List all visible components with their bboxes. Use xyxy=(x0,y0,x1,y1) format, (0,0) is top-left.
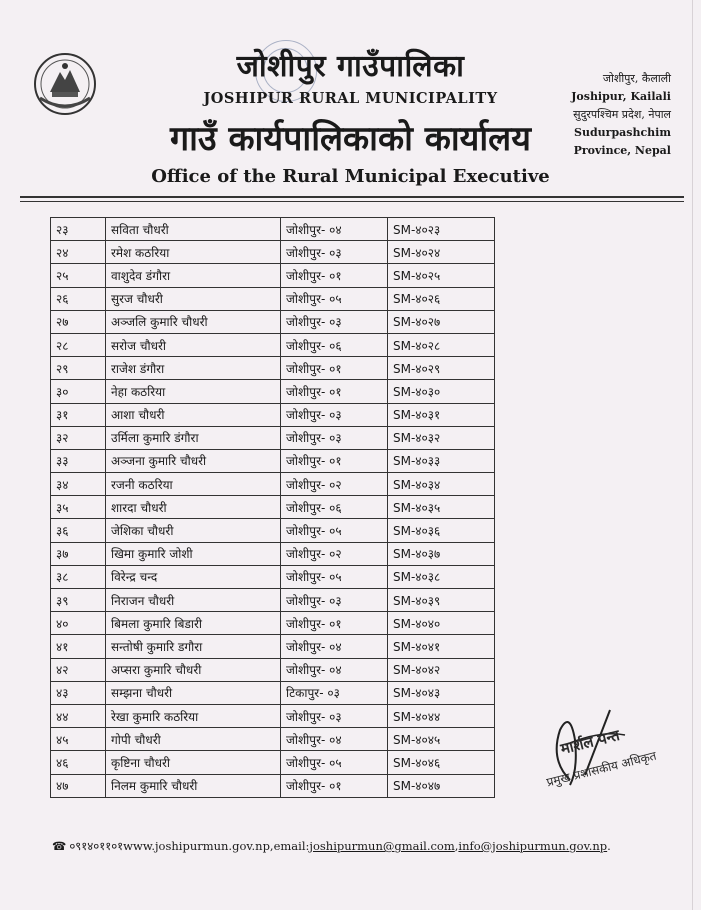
name-cell: सविता चौधरी xyxy=(106,218,281,241)
member-id-cell: SM-४०३६ xyxy=(388,519,495,542)
address-cell: जोशीपुर- ०४ xyxy=(281,658,388,681)
footer-phone: ०९१४०११०१ xyxy=(69,839,124,853)
table-row xyxy=(51,380,495,403)
serial-number-cell: ३८ xyxy=(51,565,106,588)
serial-number-cell: २९ xyxy=(51,357,106,380)
serial-number-cell: ४२ xyxy=(51,658,106,681)
member-id-cell: SM-४०४१ xyxy=(388,635,495,658)
table-row xyxy=(51,658,495,681)
signatory-title: प्रमुख प्रशासकीय अधिकृत xyxy=(545,748,658,790)
serial-number-cell: ३२ xyxy=(51,426,106,449)
contact-footer: ☎ ०९१४०११०१www.joshipurmun.gov.np,email:joshipurmun@gmail.com,info@joshipurmun.gov.np. xyxy=(52,839,611,853)
serial-number-cell: २८ xyxy=(51,333,106,356)
member-id-cell: SM-४०२४ xyxy=(388,241,495,264)
table-row xyxy=(51,310,495,333)
serial-number-cell: ४४ xyxy=(51,704,106,727)
name-cell: खिमा कुमारि जोशी xyxy=(106,542,281,565)
name-cell: बिमला कुमारि बिडारी xyxy=(106,612,281,635)
footer-email-info[interactable]: info@joshipurmun.gov.np xyxy=(458,839,608,853)
member-id-cell: SM-४०४४ xyxy=(388,704,495,727)
serial-number-cell: ४० xyxy=(51,612,106,635)
address-cell: जोशीपुर- ०४ xyxy=(281,218,388,241)
address-cell: जोशीपुर- ०१ xyxy=(281,612,388,635)
table-row xyxy=(51,333,495,356)
serial-number-cell: ४६ xyxy=(51,751,106,774)
name-cell: सरोज चौधरी xyxy=(106,333,281,356)
address-cell: जोशीपुर- ०३ xyxy=(281,241,388,264)
name-cell: वाशुदेव डंगौरा xyxy=(106,264,281,287)
name-cell: अञ्जना कुमारि चौधरी xyxy=(106,449,281,472)
address-cell: जोशीपुर- ०२ xyxy=(281,473,388,496)
member-id-cell: SM-४०४० xyxy=(388,612,495,635)
name-cell: निराजन चौधरी xyxy=(106,589,281,612)
name-cell: जेशिका चौधरी xyxy=(106,519,281,542)
footer-email-gmail[interactable]: joshipurmun@gmail.com xyxy=(309,839,455,853)
beneficiary-table xyxy=(50,217,495,798)
name-cell: उर्मिला कुमारि डंगौरा xyxy=(106,426,281,449)
address-cell: जोशीपुर- ०६ xyxy=(281,333,388,356)
table-row xyxy=(51,612,495,635)
name-cell: गोपी चौधरी xyxy=(106,728,281,751)
name-cell: सुरज चौधरी xyxy=(106,287,281,310)
address-cell: जोशीपुर- ०५ xyxy=(281,519,388,542)
name-cell: सन्तोषी कुमारि डगौरा xyxy=(106,635,281,658)
member-id-cell: SM-४०३५ xyxy=(388,496,495,519)
table-row xyxy=(51,496,495,519)
member-id-cell: SM-४०३७ xyxy=(388,542,495,565)
member-id-cell: SM-४०३१ xyxy=(388,403,495,426)
address-cell: जोशीपुर- ०३ xyxy=(281,310,388,333)
table-row xyxy=(51,728,495,751)
table-row xyxy=(51,751,495,774)
address-cell: जोशीपुर- ०१ xyxy=(281,774,388,797)
municipality-title-nepali: जोशीपुर गाउँपालिका xyxy=(236,49,465,84)
serial-number-cell: ४१ xyxy=(51,635,106,658)
address-cell: जोशीपुर- ०३ xyxy=(281,426,388,449)
municipality-title-english: JOSHIPUR RURAL MUNICIPALITY xyxy=(203,90,498,107)
member-id-cell: SM-४०३९ xyxy=(388,589,495,612)
table-row xyxy=(51,218,495,241)
address-cell: जोशीपुर- ०३ xyxy=(281,403,388,426)
member-id-cell: SM-४०२९ xyxy=(388,357,495,380)
address-cell: जोशीपुर- ०१ xyxy=(281,449,388,472)
table-row xyxy=(51,519,495,542)
serial-number-cell: ३३ xyxy=(51,449,106,472)
serial-number-cell: ४५ xyxy=(51,728,106,751)
name-cell: रजनी कठरिया xyxy=(106,473,281,496)
member-id-cell: SM-४०२३ xyxy=(388,218,495,241)
table-row xyxy=(51,426,495,449)
name-cell: अञ्जलि कुमारि चौधरी xyxy=(106,310,281,333)
footer-end: . xyxy=(607,839,611,853)
member-id-cell: SM-४०२५ xyxy=(388,264,495,287)
table-row xyxy=(51,704,495,727)
address-cell: जोशीपुर- ०६ xyxy=(281,496,388,519)
table-body xyxy=(51,218,495,798)
serial-number-cell: ३६ xyxy=(51,519,106,542)
address-line-np2: सुदुरपश्चिम प्रदेश, नेपाल xyxy=(573,108,671,121)
serial-number-cell: २६ xyxy=(51,287,106,310)
member-id-cell: SM-४०३० xyxy=(388,380,495,403)
member-id-cell: SM-४०४५ xyxy=(388,728,495,751)
table-row xyxy=(51,357,495,380)
table-row xyxy=(51,774,495,797)
table-row xyxy=(51,542,495,565)
address-cell: जोशीपुर- ०५ xyxy=(281,287,388,310)
address-cell: जोशीपुर- ०५ xyxy=(281,751,388,774)
name-cell: रमेश कठरिया xyxy=(106,241,281,264)
serial-number-cell: २७ xyxy=(51,310,106,333)
footer-website[interactable]: www.joshipurmun.gov.np,email: xyxy=(123,839,310,853)
name-cell: शारदा चौधरी xyxy=(106,496,281,519)
table-row xyxy=(51,287,495,310)
serial-number-cell: ३५ xyxy=(51,496,106,519)
office-address xyxy=(531,70,671,160)
member-id-cell: SM-४०२६ xyxy=(388,287,495,310)
serial-number-cell: २३ xyxy=(51,218,106,241)
table-row xyxy=(51,565,495,588)
member-id-cell: SM-४०४७ xyxy=(388,774,495,797)
serial-number-cell: ३७ xyxy=(51,542,106,565)
address-cell: जोशीपुर- ०४ xyxy=(281,728,388,751)
name-cell: विरेन्द्र चन्द xyxy=(106,565,281,588)
address-line-en3: Province, Nepal xyxy=(573,144,671,157)
serial-number-cell: २४ xyxy=(51,241,106,264)
name-cell: रेखा कुमारि कठरिया xyxy=(106,704,281,727)
member-id-cell: SM-४०३८ xyxy=(388,565,495,588)
table-row xyxy=(51,635,495,658)
table-row xyxy=(51,264,495,287)
table-row xyxy=(51,403,495,426)
serial-number-cell: ३४ xyxy=(51,473,106,496)
address-cell: जोशीपुर- ०५ xyxy=(281,565,388,588)
header-divider-thin xyxy=(20,201,684,202)
address-cell: जोशीपुर- ०३ xyxy=(281,589,388,612)
address-cell: जोशीपुर- ०१ xyxy=(281,380,388,403)
serial-number-cell: ४३ xyxy=(51,681,106,704)
address-cell: टिकापुर- ०३ xyxy=(281,681,388,704)
member-id-cell: SM-४०४२ xyxy=(388,658,495,681)
name-cell: राजेश डंगौरा xyxy=(106,357,281,380)
address-line-en2: Sudurpashchim xyxy=(574,126,671,139)
member-id-cell: SM-४०३३ xyxy=(388,449,495,472)
serial-number-cell: ३१ xyxy=(51,403,106,426)
member-id-cell: SM-४०३२ xyxy=(388,426,495,449)
signatory-name: मार्शल पन्त xyxy=(558,725,622,759)
address-line-en1: Joshipur, Kailali xyxy=(571,90,671,103)
address-cell: जोशीपुर- ०२ xyxy=(281,542,388,565)
header-divider-thick xyxy=(20,196,684,198)
address-cell: जोशीपुर- ०४ xyxy=(281,635,388,658)
office-title-english: Office of the Rural Municipal Executive xyxy=(151,166,550,187)
phone-icon: ☎ xyxy=(52,839,67,853)
address-cell: जोशीपुर- ०१ xyxy=(281,357,388,380)
name-cell: अप्सरा कुमारि चौधरी xyxy=(106,658,281,681)
table-row xyxy=(51,241,495,264)
address-cell: जोशीपुर- ०३ xyxy=(281,704,388,727)
member-id-cell: SM-४०४३ xyxy=(388,681,495,704)
name-cell: नेहा कठरिया xyxy=(106,380,281,403)
office-title-nepali: गाउँ कार्यपालिकाको कार्यालय xyxy=(170,119,531,159)
serial-number-cell: ३० xyxy=(51,380,106,403)
serial-number-cell: ३९ xyxy=(51,589,106,612)
member-id-cell: SM-४०२८ xyxy=(388,333,495,356)
member-id-cell: SM-४०३४ xyxy=(388,473,495,496)
table-row xyxy=(51,589,495,612)
name-cell: कृष्टिना चौधरी xyxy=(106,751,281,774)
name-cell: सम्झना चौधरी xyxy=(106,681,281,704)
address-line-np1: जोशीपुर, कैलाली xyxy=(602,72,671,85)
table-row xyxy=(51,681,495,704)
member-id-cell: SM-४०४६ xyxy=(388,751,495,774)
member-id-cell: SM-४०२७ xyxy=(388,310,495,333)
table-row xyxy=(51,449,495,472)
address-cell: जोशीपुर- ०१ xyxy=(281,264,388,287)
table-row xyxy=(51,473,495,496)
name-cell: आशा चौधरी xyxy=(106,403,281,426)
serial-number-cell: २५ xyxy=(51,264,106,287)
name-cell: निलम कुमारि चौधरी xyxy=(106,774,281,797)
serial-number-cell: ४७ xyxy=(51,774,106,797)
